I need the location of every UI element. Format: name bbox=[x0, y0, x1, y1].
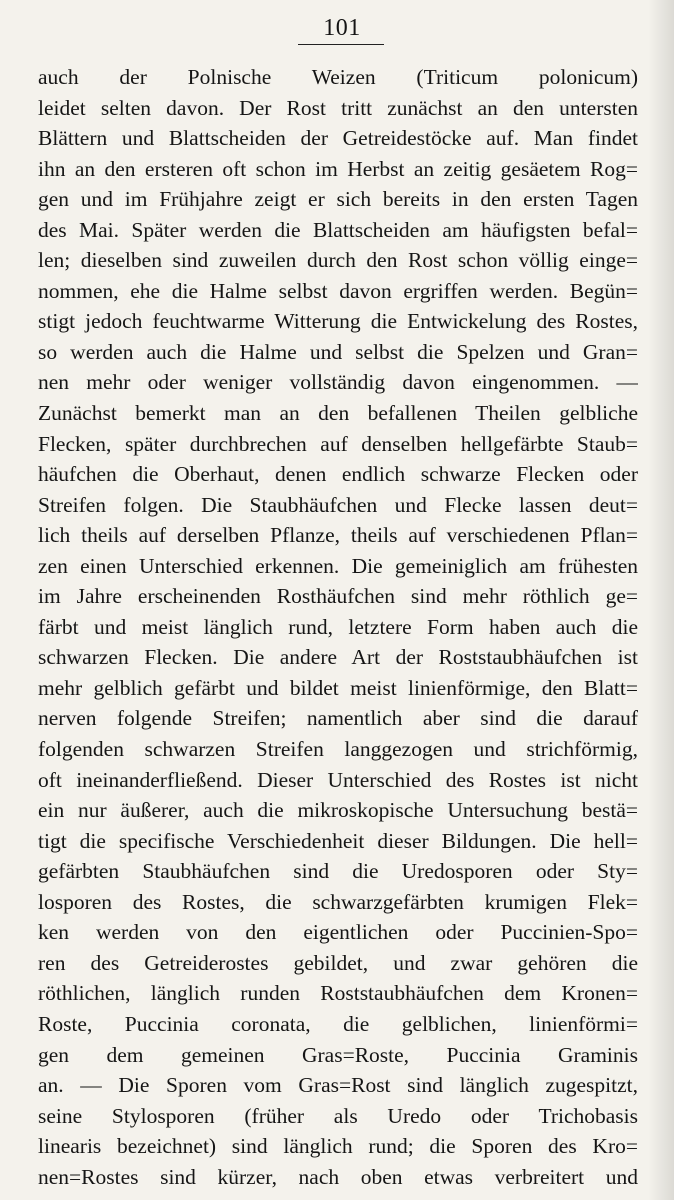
text-line: ren des Getreiderostes gebildet, und zwar gehören die bbox=[38, 950, 638, 975]
text-line: len; dieselben sind zuweilen durch den Rost schon völlig einge= bbox=[38, 248, 638, 273]
text-line: nen=Rostes sind kürzer, nach oben etwas verbreitert und bbox=[38, 1164, 638, 1189]
text-line: Roste, Puccinia coronata, die gelblichen, linienförmi= bbox=[38, 1011, 638, 1036]
text-line: nerven folgende Streifen; namentlich aber sind die darauf bbox=[38, 706, 638, 731]
text-line: ein nur äußerer, auch die mikroskopische Untersuchung bestä= bbox=[38, 798, 638, 823]
text-line: gen dem gemeinen Gras=Roste, Puccinia Graminis bbox=[38, 1042, 638, 1067]
text-line: zen einen Unterschied erkennen. Die gemeiniglich am frühesten bbox=[38, 553, 638, 578]
text-line: losporen des Rostes, die schwarzgefärbten krumigen Flek= bbox=[38, 889, 638, 914]
body-text bbox=[38, 62, 638, 1192]
text-line: Flecken, später durchbrechen auf denselben hellgefärbte Staub= bbox=[38, 431, 638, 456]
text-line: häufchen die Oberhaut, denen endlich schwarze Flecken oder bbox=[38, 462, 638, 487]
text-line: stigt jedoch feuchtwarme Witterung die Entwickelung des Rostes, bbox=[38, 309, 638, 334]
text-line: ken werden von den eigentlichen oder Puccinien-Spo= bbox=[38, 920, 638, 945]
text-line: oft ineinanderfließend. Dieser Unterschied des Rostes ist nicht bbox=[38, 767, 638, 792]
text-line: linearis bezeichnet) sind länglich rund; die Sporen des Kro= bbox=[38, 1134, 638, 1159]
text-line: folgenden schwarzen Streifen langgezogen und strichförmig, bbox=[38, 737, 638, 762]
text-line: schwarzen Flecken. Die andere Art der Roststaubhäufchen ist bbox=[38, 645, 638, 670]
text-line: des Mai. Später werden die Blattscheiden am häufigsten befal= bbox=[38, 217, 638, 242]
text-line: Blättern und Blattscheiden der Getreidestöcke auf. Man findet bbox=[38, 126, 638, 151]
page-edge-shadow bbox=[648, 0, 674, 1200]
text-line: nommen, ehe die Halme selbst davon ergriffen werden. Begün= bbox=[38, 278, 638, 303]
text-line: an. — Die Sporen vom Gras=Rost sind länglich zugespitzt, bbox=[38, 1073, 638, 1098]
text-line: im Jahre erscheinenden Rosthäufchen sind mehr röthlich ge= bbox=[38, 584, 638, 609]
text-line: nen mehr oder weniger vollständig davon eingenommen. — bbox=[38, 370, 638, 395]
text-line: Zunächst bemerkt man an den befallenen Theilen gelbliche bbox=[38, 401, 638, 426]
text-line: leidet selten davon. Der Rost tritt zunächst an den untersten bbox=[38, 95, 638, 120]
text-line: röthlichen, länglich runden Roststaubhäufchen dem Kronen= bbox=[38, 981, 638, 1006]
text-line: so werden auch die Halme und selbst die Spelzen und Gran= bbox=[38, 339, 638, 364]
text-line: auch der Polnische Weizen (Triticum polonicum) bbox=[38, 65, 638, 89]
text-line: Streifen folgen. Die Staubhäufchen und Flecke lassen deut= bbox=[38, 492, 638, 517]
text-line: mehr gelblich gefärbt und bildet meist linienförmige, den Blatt= bbox=[38, 675, 638, 700]
text-line: gen und im Frühjahre zeigt er sich bereits in den ersten Tagen bbox=[38, 187, 638, 212]
text-line: ihn an den ersteren oft schon im Herbst an zeitig gesäetem Rog= bbox=[38, 156, 638, 181]
text-line: seine Stylosporen (früher als Uredo oder Trichobasis bbox=[38, 1103, 638, 1128]
text-line: gefärbten Staubhäufchen sind die Uredosporen oder Sty= bbox=[38, 859, 638, 884]
page-number: 101 bbox=[323, 15, 361, 41]
text-line: tigt die specifische Verschiedenheit dieser Bildungen. Die hell= bbox=[38, 828, 638, 853]
text-line: färbt und meist länglich rund, letztere Form haben auch die bbox=[38, 614, 638, 639]
page-number-rule bbox=[298, 44, 384, 45]
text-line: lich theils auf derselben Pflanze, theils auf verschiedenen Pflan= bbox=[38, 523, 638, 548]
